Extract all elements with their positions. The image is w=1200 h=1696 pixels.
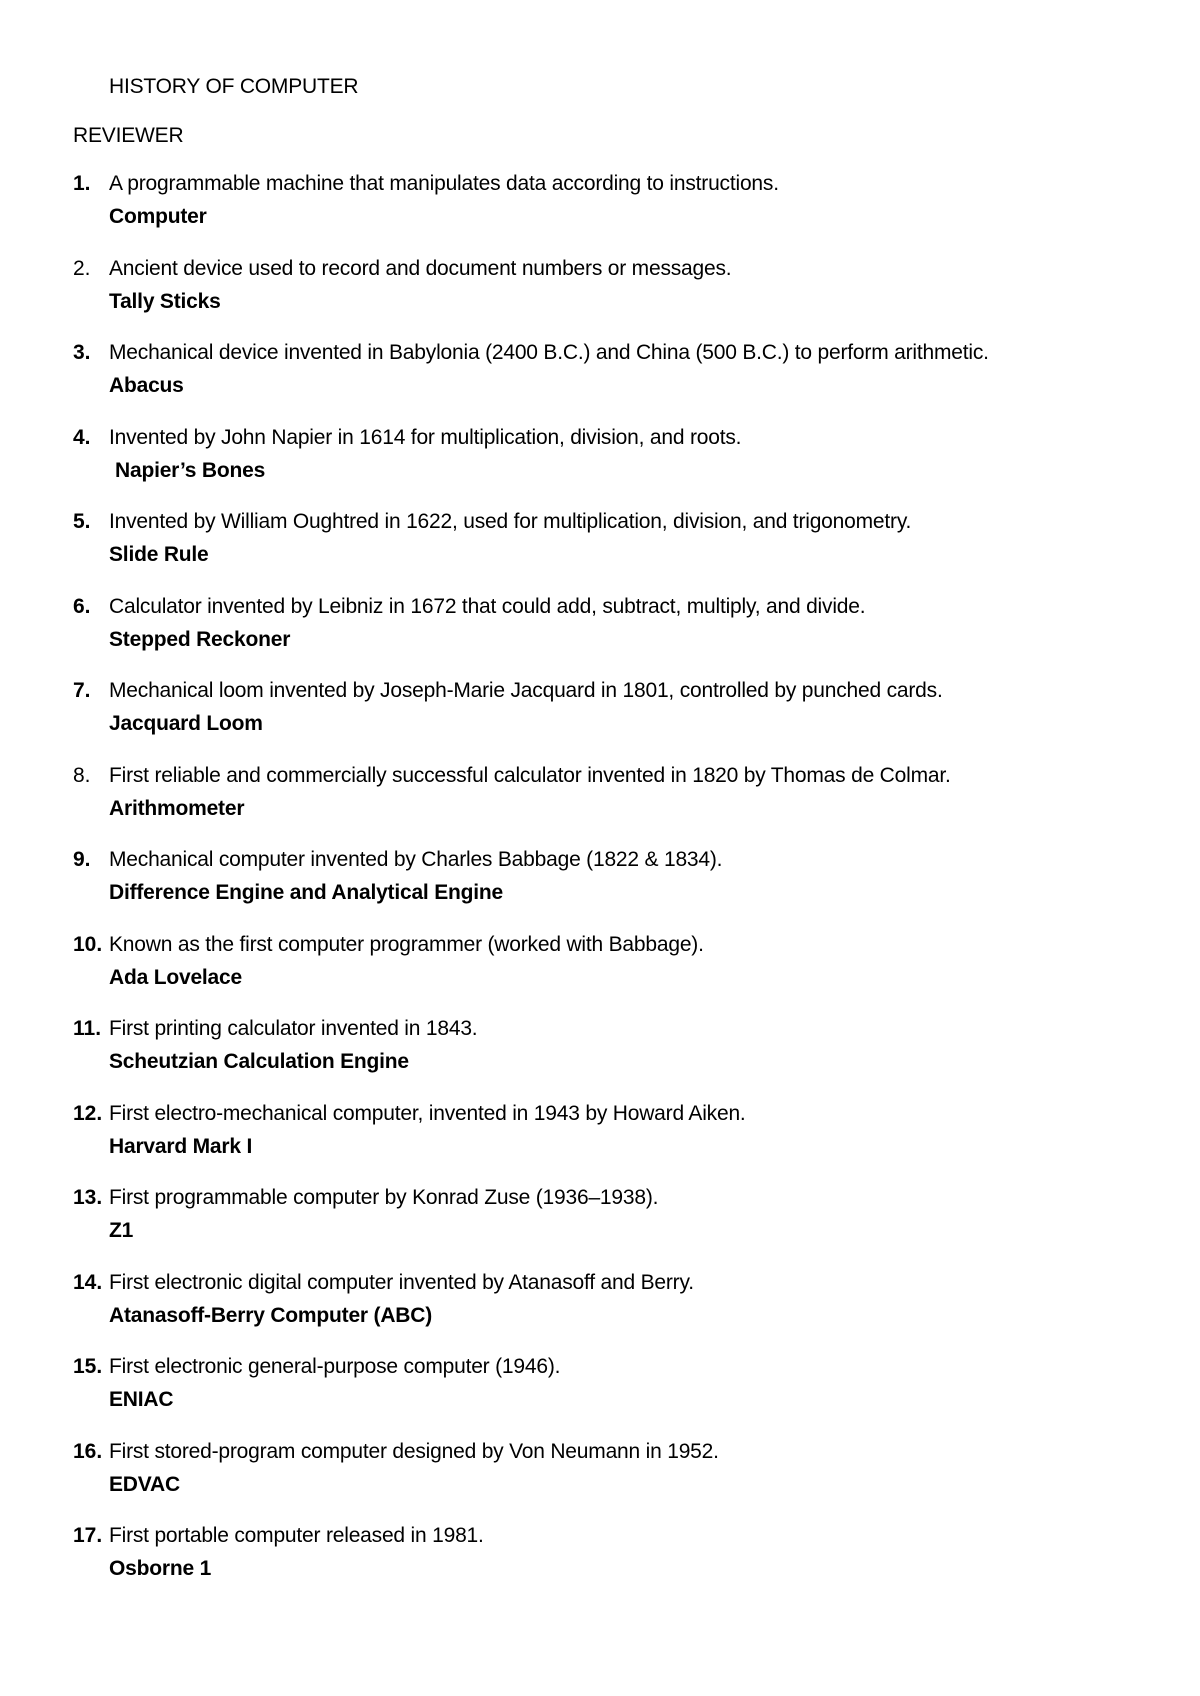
item-body bbox=[109, 1437, 1140, 1522]
answer-text: EDVAC bbox=[109, 1472, 180, 1496]
item-number: 5. bbox=[73, 510, 91, 533]
answer-text: Osborne 1 bbox=[109, 1557, 212, 1580]
list-item bbox=[73, 1183, 1140, 1268]
list-item bbox=[73, 761, 1140, 846]
answer-text: Abacus bbox=[109, 374, 184, 397]
item-body bbox=[109, 338, 1140, 423]
answer-text: Difference Engine and Analytical Engine bbox=[109, 881, 504, 904]
question-text: First electronic general-purpose computer (1946). bbox=[109, 1355, 561, 1378]
answer-text: Tally Sticks bbox=[109, 289, 221, 313]
question-text: First electronic digital computer invented by Atanasoff and Berry. bbox=[109, 1270, 694, 1294]
answer-text: Ada Lovelace bbox=[109, 965, 242, 989]
question-text: First programmable computer by Konrad Zuse (1936–1938). bbox=[109, 1186, 659, 1209]
list-item bbox=[73, 1521, 1140, 1606]
answer-text: Arithmometer bbox=[109, 796, 245, 820]
list-item bbox=[73, 1268, 1140, 1353]
answer-text: Jacquard Loom bbox=[109, 712, 263, 735]
item-number: 9. bbox=[73, 848, 91, 871]
item-number: 8. bbox=[73, 763, 91, 787]
item-number: 10. bbox=[73, 932, 103, 956]
list-item bbox=[73, 676, 1140, 761]
answer-text: Z1 bbox=[109, 1219, 134, 1242]
answer-text: Computer bbox=[109, 205, 207, 228]
item-number: 2. bbox=[73, 256, 91, 280]
item-body bbox=[109, 845, 1140, 930]
list-item bbox=[73, 254, 1140, 339]
item-body bbox=[109, 592, 1140, 677]
question-text: Mechanical device invented in Babylonia (2400 B.C.) and China (500 B.C.) to perform arithmetic. bbox=[109, 341, 989, 364]
answer-text: Stepped Reckoner bbox=[109, 627, 291, 651]
list-item bbox=[73, 169, 1140, 254]
question-text: A programmable machine that manipulates data according to instructions. bbox=[109, 172, 779, 195]
list-item bbox=[73, 1437, 1140, 1522]
document-title: HISTORY OF COMPUTER bbox=[109, 75, 359, 98]
item-body bbox=[109, 676, 1140, 761]
list-item bbox=[73, 1014, 1140, 1099]
item-number: 14. bbox=[73, 1270, 103, 1294]
item-body bbox=[109, 1268, 1140, 1353]
list-item bbox=[73, 507, 1140, 592]
item-number: 13. bbox=[73, 1186, 103, 1209]
list-item bbox=[73, 930, 1140, 1015]
item-number: 6. bbox=[73, 594, 91, 618]
list-item bbox=[73, 592, 1140, 677]
answer-text: Scheutzian Calculation Engine bbox=[109, 1050, 409, 1073]
question-text: Invented by John Napier in 1614 for multiplication, division, and roots. bbox=[109, 425, 742, 449]
item-number: 3. bbox=[73, 341, 91, 364]
item-body bbox=[109, 254, 1140, 339]
item-body bbox=[109, 1014, 1140, 1099]
question-text: Mechanical loom invented by Joseph-Marie Jacquard in 1801, controlled by punched cards. bbox=[109, 679, 943, 702]
item-body bbox=[109, 1183, 1140, 1268]
answer-text: ENIAC bbox=[109, 1388, 174, 1411]
answer-text: Napier’s Bones bbox=[115, 458, 266, 482]
question-text: First stored-program computer designed by Von Neumann in 1952. bbox=[109, 1439, 719, 1463]
question-text: First reliable and commercially successful calculator invented in 1820 by Thomas de Colmar. bbox=[109, 763, 951, 787]
item-body bbox=[109, 507, 1140, 592]
item-body bbox=[109, 1099, 1140, 1184]
item-number: 15. bbox=[73, 1355, 103, 1378]
item-number: 1. bbox=[73, 172, 91, 195]
list-item bbox=[73, 845, 1140, 930]
question-text: First electro-mechanical computer, invented in 1943 by Howard Aiken. bbox=[109, 1101, 746, 1125]
document-subtitle: REVIEWER bbox=[73, 124, 184, 147]
question-text: Ancient device used to record and document numbers or messages. bbox=[109, 256, 732, 280]
question-text: First printing calculator invented in 1843. bbox=[109, 1017, 478, 1040]
item-number: 4. bbox=[73, 425, 91, 449]
item-number: 17. bbox=[73, 1524, 103, 1547]
item-body bbox=[109, 423, 1140, 508]
item-body bbox=[109, 930, 1140, 1015]
reviewer-question-list bbox=[73, 169, 1140, 1606]
answer-text: Harvard Mark I bbox=[109, 1134, 253, 1158]
item-number: 12. bbox=[73, 1101, 103, 1125]
question-text: Invented by William Oughtred in 1622, used for multiplication, division, and trigonometry. bbox=[109, 510, 912, 533]
item-body bbox=[109, 169, 1140, 254]
question-text: First portable computer released in 1981. bbox=[109, 1524, 484, 1547]
answer-text: Slide Rule bbox=[109, 543, 209, 566]
list-item bbox=[73, 1352, 1140, 1437]
item-number: 11. bbox=[73, 1017, 102, 1040]
question-text: Mechanical computer invented by Charles Babbage (1822 & 1834). bbox=[109, 848, 723, 871]
item-number: 16. bbox=[73, 1439, 103, 1463]
question-text: Known as the first computer programmer (worked with Babbage). bbox=[109, 932, 704, 956]
list-item bbox=[73, 1099, 1140, 1184]
answer-text: Atanasoff-Berry Computer (ABC) bbox=[109, 1303, 433, 1327]
item-number: 7. bbox=[73, 679, 91, 702]
question-text: Calculator invented by Leibniz in 1672 that could add, subtract, multiply, and divide. bbox=[109, 594, 866, 618]
list-item bbox=[73, 338, 1140, 423]
item-body bbox=[109, 761, 1140, 846]
item-body bbox=[109, 1352, 1140, 1437]
item-body bbox=[109, 1521, 1140, 1606]
list-item bbox=[73, 423, 1140, 508]
